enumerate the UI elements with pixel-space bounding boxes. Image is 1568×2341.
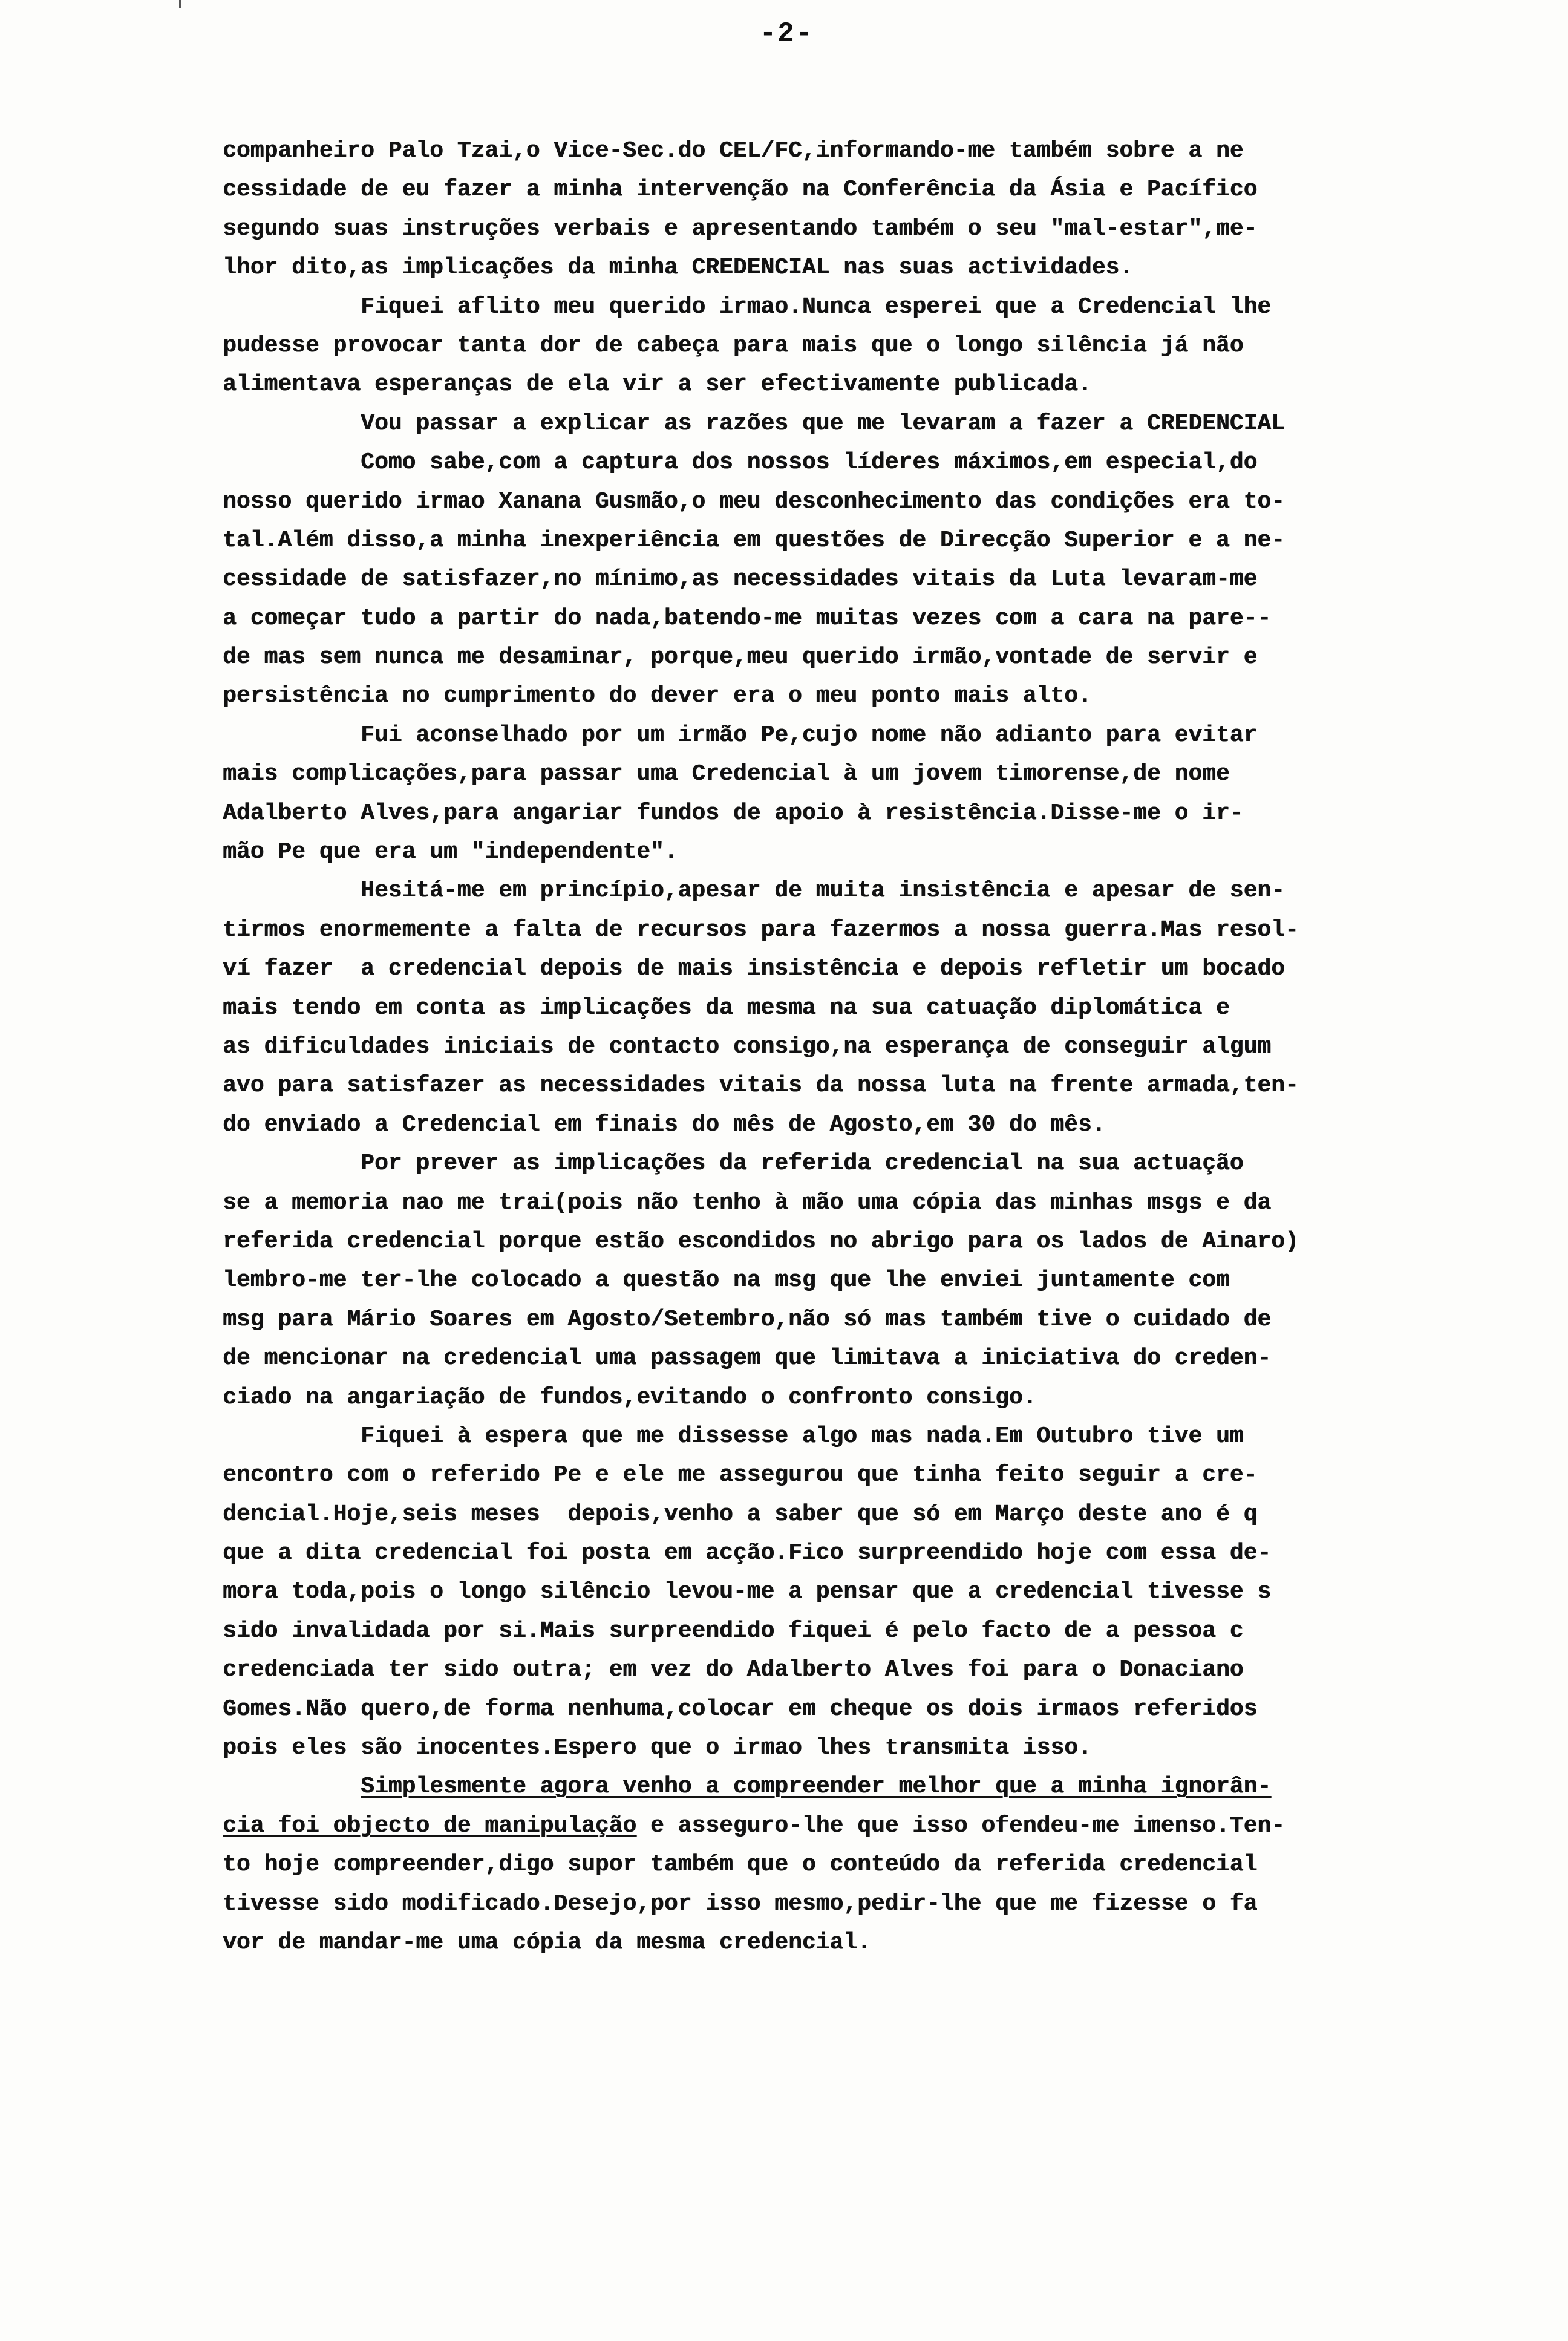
text-line: Hesitá-me em princípio,apesar de muita insistência e apesar de sen-	[223, 878, 1285, 904]
text-line: credenciada ter sido outra; em vez do Adalberto Alves foi para o Donaciano	[223, 1657, 1244, 1683]
text-line: Gomes.Não quero,de forma nenhuma,colocar em cheque os dois irmaos referidos	[223, 1696, 1258, 1722]
text-line: as dificuldades iniciais de contacto consigo,na esperança de conseguir algum	[223, 1033, 1272, 1060]
text-line: Fui aconselhado por um irmão Pe,cujo nome não adianto para evitar	[223, 722, 1258, 748]
margin-mark	[179, 0, 181, 8]
text-line: tal.Além disso,a minha inexperiência em questões de Direcção Superior e a ne-	[223, 527, 1285, 553]
text-line: Como sabe,com a captura dos nossos líderes máximos,em especial,do	[223, 449, 1258, 476]
text-line: alimentava esperanças de ela vir a ser efectivamente publicada.	[223, 371, 1092, 398]
text-line: tirmos enormemente a falta de recursos para fazermos a nossa guerra.Mas resol-	[223, 916, 1299, 943]
text-line: dencial.Hoje,seis meses depois,venho a saber que só em Março deste ano é q	[223, 1501, 1258, 1527]
text-line: mão Pe que era um "independente".	[223, 839, 678, 866]
text-line: to hoje compreender,digo supor também que o conteúdo da referida credencial	[223, 1852, 1258, 1878]
text-line: Fiquei à espera que me dissesse algo mas nada.Em Outubro tive um	[223, 1423, 1244, 1449]
underlined-text: Simplesmente agora venho a compreender melhor que a minha ignorân-	[361, 1774, 1272, 1800]
text-line: Fiquei aflito meu querido irmao.Nunca esperei que a Credencial lhe	[223, 293, 1272, 320]
text-line: sido invalidada por si.Mais surpreendido fiquei é pelo facto de a pessoa c	[223, 1618, 1244, 1644]
text-line: Adalberto Alves,para angariar fundos de apoio à resistência.Disse-me o ir-	[223, 800, 1244, 826]
text-line: cessidade de eu fazer a minha intervenção na Conferência da Ásia e Pacífico	[223, 177, 1258, 203]
text-line: msg para Mário Soares em Agosto/Setembro,não só mas também tive o cuidado de	[223, 1306, 1272, 1333]
text-line: de mas sem nunca me desaminar, porque,meu querido irmão,vontade de servir e	[223, 644, 1258, 671]
text-line: que a dita credencial foi posta em acção.Fico surpreendido hoje com essa de-	[223, 1540, 1272, 1567]
text-line: encontro com o referido Pe e ele me assegurou que tinha feito seguir a cre-	[223, 1462, 1258, 1489]
text-line: pois eles são inocentes.Espero que o irmao lhes transmita isso.	[223, 1735, 1092, 1761]
text-line: persistência no cumprimento do dever era o meu ponto mais alto.	[223, 683, 1092, 710]
text-line: vor de mandar-me uma cópia da mesma credencial.	[223, 1929, 871, 1956]
text-line: nosso querido irmao Xanana Gusmão,o meu desconhecimento das condições era to-	[223, 488, 1285, 515]
indent	[223, 1774, 361, 1800]
text-line: a começar tudo a partir do nada,batendo-me muitas vezes com a cara na pare--	[223, 605, 1272, 632]
page-number: -2-	[759, 18, 814, 50]
text-line: lhor dito,as implicações da minha CREDENCIAL nas suas actividades.	[223, 255, 1134, 281]
text-line: cessidade de satisfazer,no mínimo,as necessidades vitais da Luta levaram-me	[223, 566, 1258, 593]
text-line: ví fazer a credencial depois de mais insistência e depois refletir um bocado	[223, 956, 1285, 982]
underlined-line	[223, 1768, 1475, 1806]
underlined-line	[223, 1807, 1475, 1846]
text-line: lembro-me ter-lhe colocado a questão na msg que lhe enviei juntamente com	[223, 1267, 1230, 1294]
text-line: segundo suas instruções verbais e apresentando também o seu "mal-estar",me-	[223, 215, 1258, 242]
text-line: se a memoria nao me trai(pois não tenho à mão uma cópia das minhas msgs e da	[223, 1189, 1272, 1216]
text-line-continuation: e asseguro-lhe que isso ofendeu-me imenso.Ten-	[636, 1812, 1285, 1839]
text-line: mais tendo em conta as implicações da mesma na sua catuação diplomática e	[223, 994, 1230, 1021]
text-line: referida credencial porque estão escondidos no abrigo para os lados de Ainaro)	[223, 1228, 1299, 1255]
text-line: ciado na angariação de fundos,evitando o confronto consigo.	[223, 1384, 1037, 1411]
letter-body	[223, 132, 1475, 1962]
text-line: Por prever as implicações da referida credencial na sua actuação	[223, 1151, 1244, 1177]
text-line: tivesse sido modificado.Desejo,por isso mesmo,pedir-lhe que me fizesse o fa	[223, 1890, 1258, 1917]
text-line: avo para satisfazer as necessidades vitais da nossa luta na frente armada,ten-	[223, 1073, 1299, 1099]
text-line: companheiro Palo Tzai,o Vice-Sec.do CEL/FC,informando-me também sobre a ne	[223, 138, 1244, 164]
text-line: pudesse provocar tanta dor de cabeça para mais que o longo silência já não	[223, 332, 1244, 359]
text-line: mora toda,pois o longo silêncio levou-me a pensar que a credencial tivesse s	[223, 1579, 1272, 1605]
underlined-text: cia foi objecto de manipulação	[223, 1812, 637, 1839]
text-line: Vou passar a explicar as razões que me levaram a fazer a CREDENCIAL	[223, 410, 1285, 437]
text-line: de mencionar na credencial uma passagem que limitava a iniciativa do creden-	[223, 1345, 1272, 1372]
text-line: do enviado a Credencial em finais do mês de Agosto,em 30 do mês.	[223, 1111, 1106, 1138]
text-line: mais complicações,para passar uma Credencial à um jovem timorense,de nome	[223, 761, 1230, 788]
